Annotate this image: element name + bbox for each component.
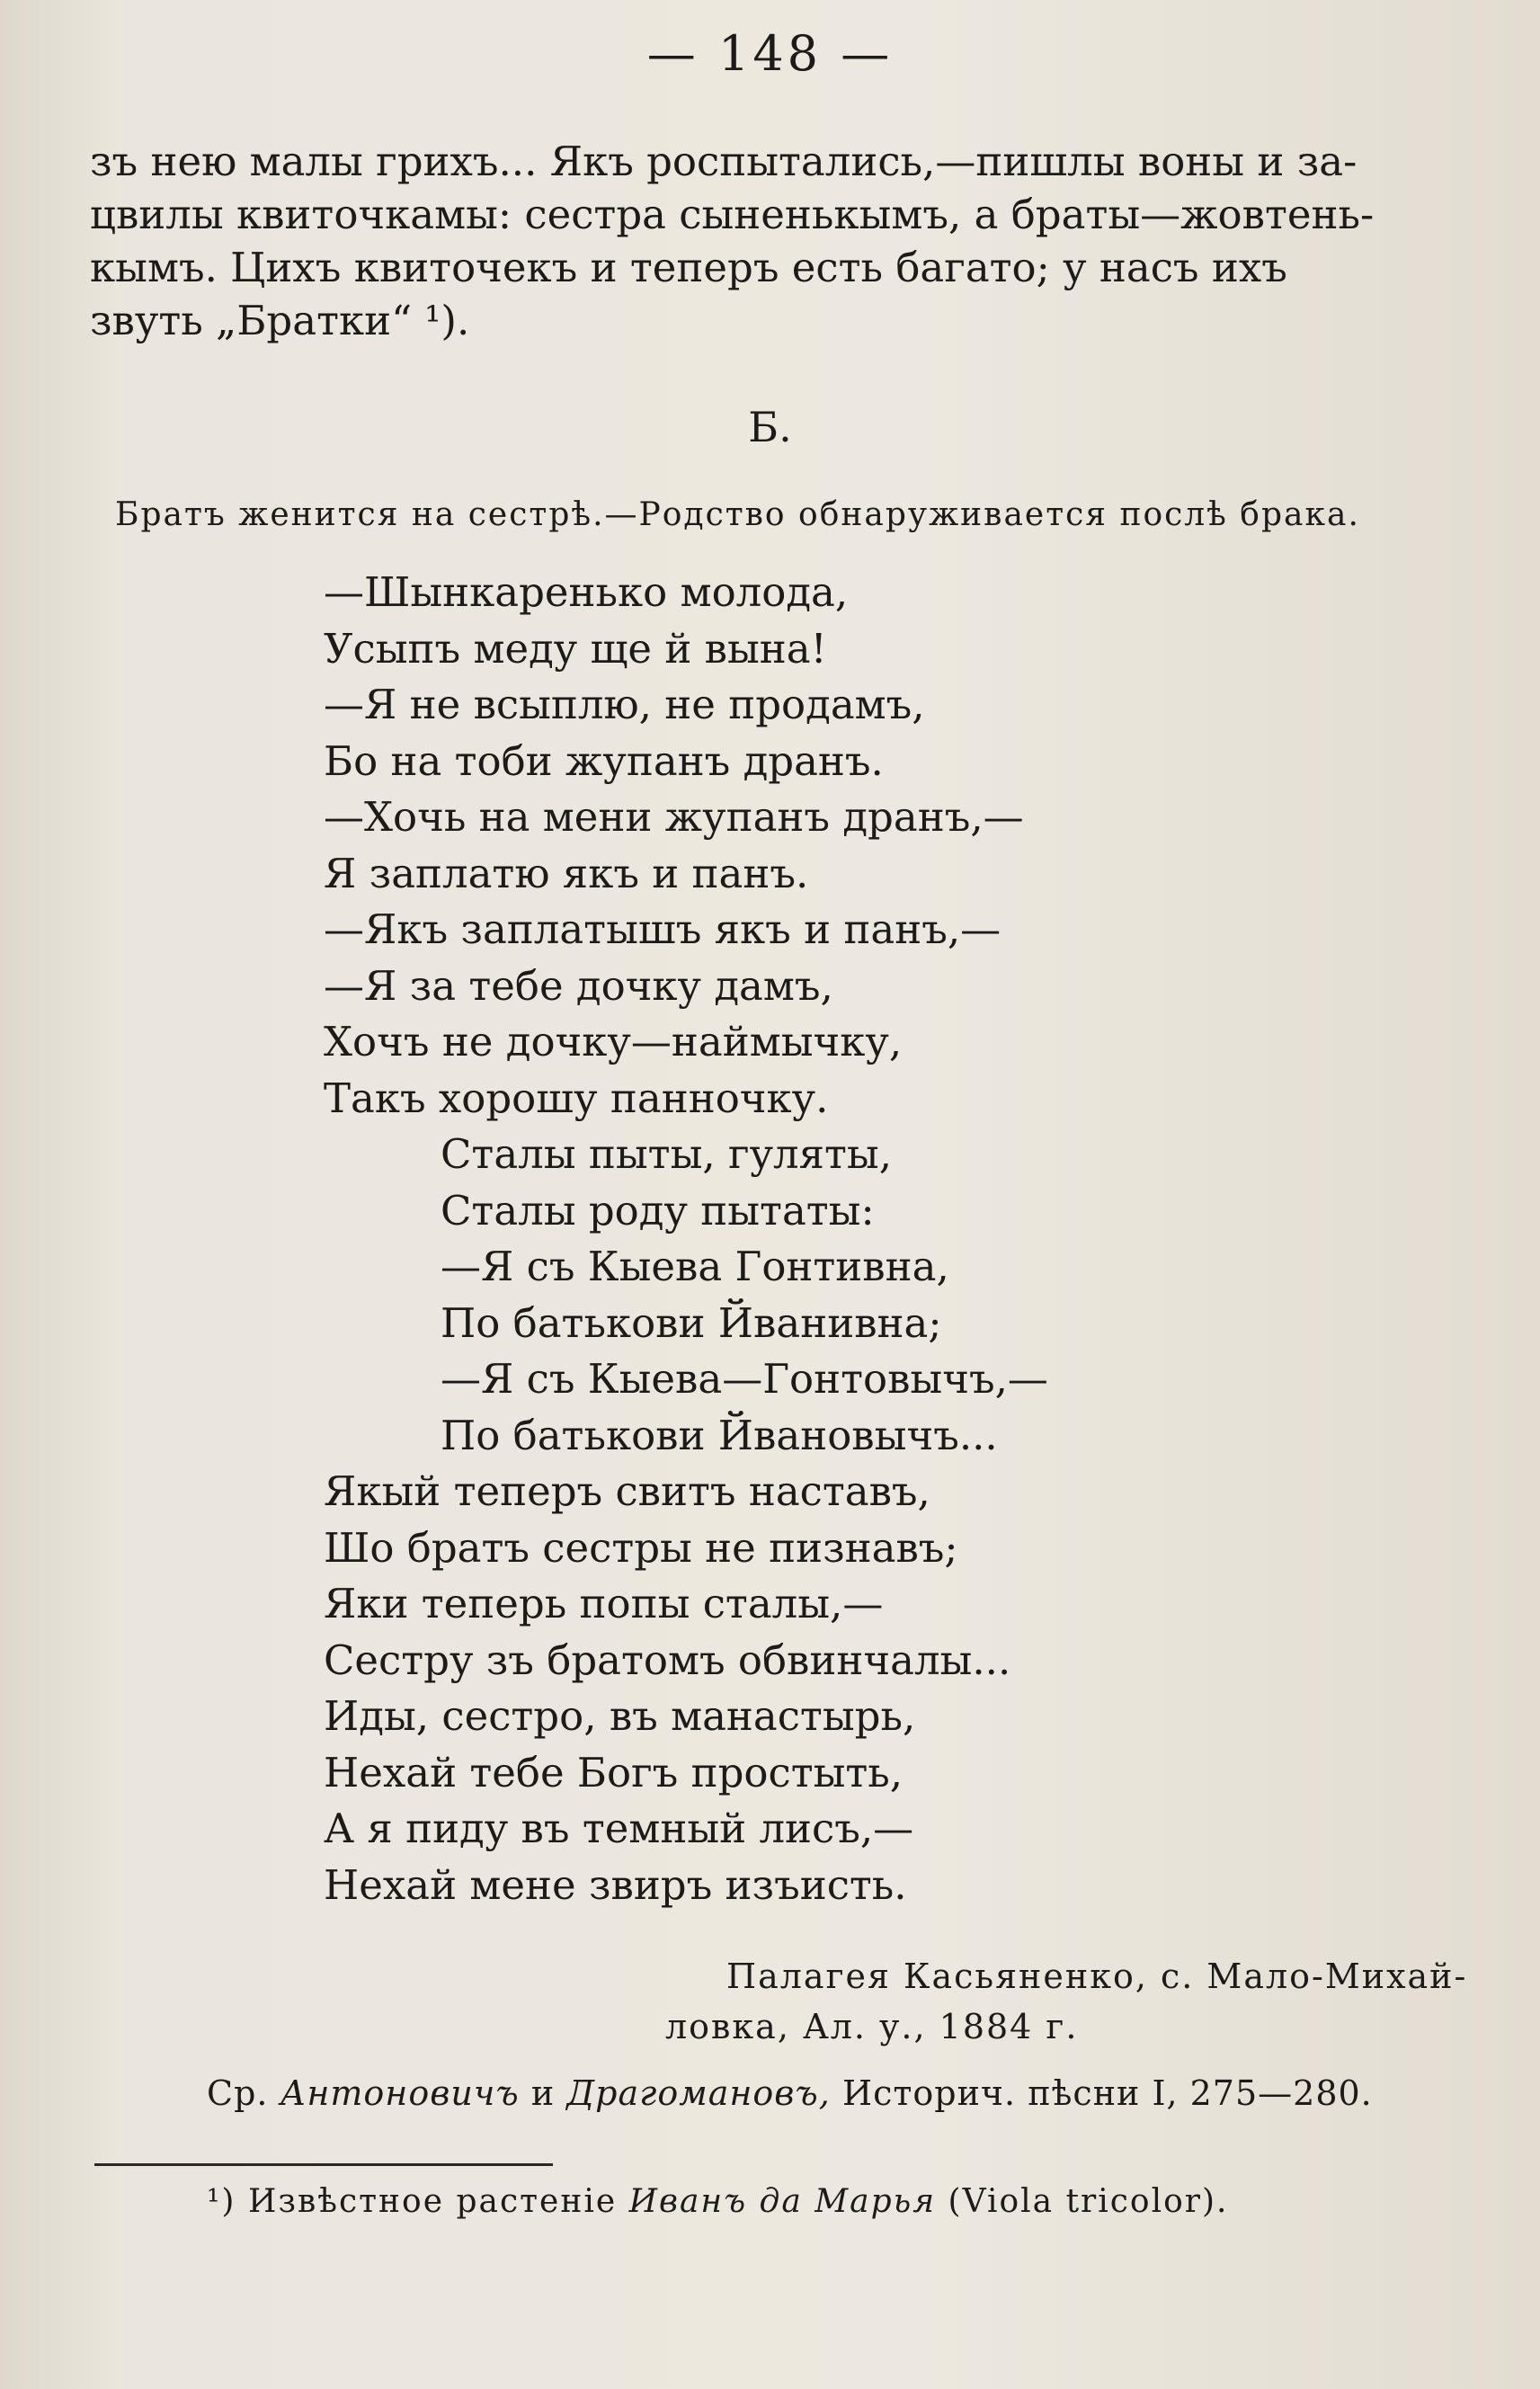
intro-line: цвилы квиточкамы: сестра сыненькымъ, а браты—жовтень- [90,191,1375,238]
poem-line: По батькови Йванивна; [441,1298,942,1347]
poem-line: Нехай тебе Богъ простыть, [324,1748,904,1796]
reference-conjunction: и [530,2073,556,2113]
poem-line: Хочъ не дочку—наймычку, [324,1018,903,1065]
poem-line: Я заплатю якъ и панъ. [324,849,809,897]
poem-line: —Шынкаренько молода, [324,568,849,616]
poem [324,565,1048,1913]
attribution [665,1951,1474,2052]
intro-line: зъ нею малы грихъ... Якъ роспытались,—пишлы воны и за- [90,138,1358,185]
poem-line: Сталы роду пытаты: [441,1186,875,1235]
reference-line [207,2073,1373,2113]
poem-line: Такъ хорошу панночку. [324,1074,829,1122]
reference-author: Антоновичъ [280,2073,520,2113]
poem-line: Иды, сестро, въ манастырь, [324,1692,916,1740]
reference-prefix: Ср. [207,2073,269,2113]
poem-line: Сталы пыты, гуляты, [441,1130,893,1178]
poem-line: —Хочь на мени жупанъ дранъ,— [324,793,1024,841]
footnote-latin: (Viola tricolor). [948,2183,1229,2220]
poem-line: Усыпъ меду ще й вына! [324,624,827,673]
poem-line: —Я съ Кыева—Гонтовычъ,— [441,1355,1048,1403]
footnote-italic: Иванъ да Марья [628,2183,937,2220]
poem-line: —Я съ Кыева Гонтивна, [441,1243,949,1290]
attribution-line: ловка, Ал. у., 1884 г. [665,2007,1079,2046]
footnote-text: Извѣстное растеніе [247,2183,618,2220]
reference-author: Драгомановъ, [566,2073,831,2113]
poem-line: По батькови Йвановычъ... [441,1411,998,1459]
poem-line: Бо на тоби жупанъ дранъ. [324,736,884,785]
poem-line: Яки теперь попы сталы,— [324,1580,884,1627]
poem-line: Шо братъ сестры не пизнавъ; [324,1523,958,1572]
footnote [207,2183,1228,2220]
poem-line: Сестру зъ братомъ обвинчалы... [324,1636,1011,1684]
reference-source: Историч. пѣсни I, 275—280. [841,2073,1373,2113]
intro-paragraph [90,135,1456,347]
footnote-divider [94,2163,553,2166]
poem-line: А я пиду въ темный лисъ,— [324,1805,914,1852]
section-letter: Б. [748,403,792,451]
poem-line: —Якъ заплатышъ якъ и панъ,— [324,905,1001,953]
poem-line: —Я за тебе дочку дамъ, [324,961,833,1010]
intro-line: звуть „Братки“ ¹). [90,297,470,344]
poem-line: —Я не всыплю, не продамъ, [324,681,925,728]
attribution-line: Палагея Касьяненко, с. Мало-Михай- [726,1957,1468,1996]
poem-line: Якый теперъ свитъ наставъ, [324,1467,930,1515]
poem-line: Нехай мене звиръ изъисть. [324,1860,907,1909]
footnote-mark: ¹) [207,2183,236,2220]
intro-line: кымъ. Цихъ квиточекъ и теперъ есть багато; у насъ ихъ [90,244,1287,291]
section-heading: Братъ женится на сестрѣ.—Родство обнаруживается послѣ брака. [115,496,1360,533]
page-number: — 148 — [646,25,894,82]
